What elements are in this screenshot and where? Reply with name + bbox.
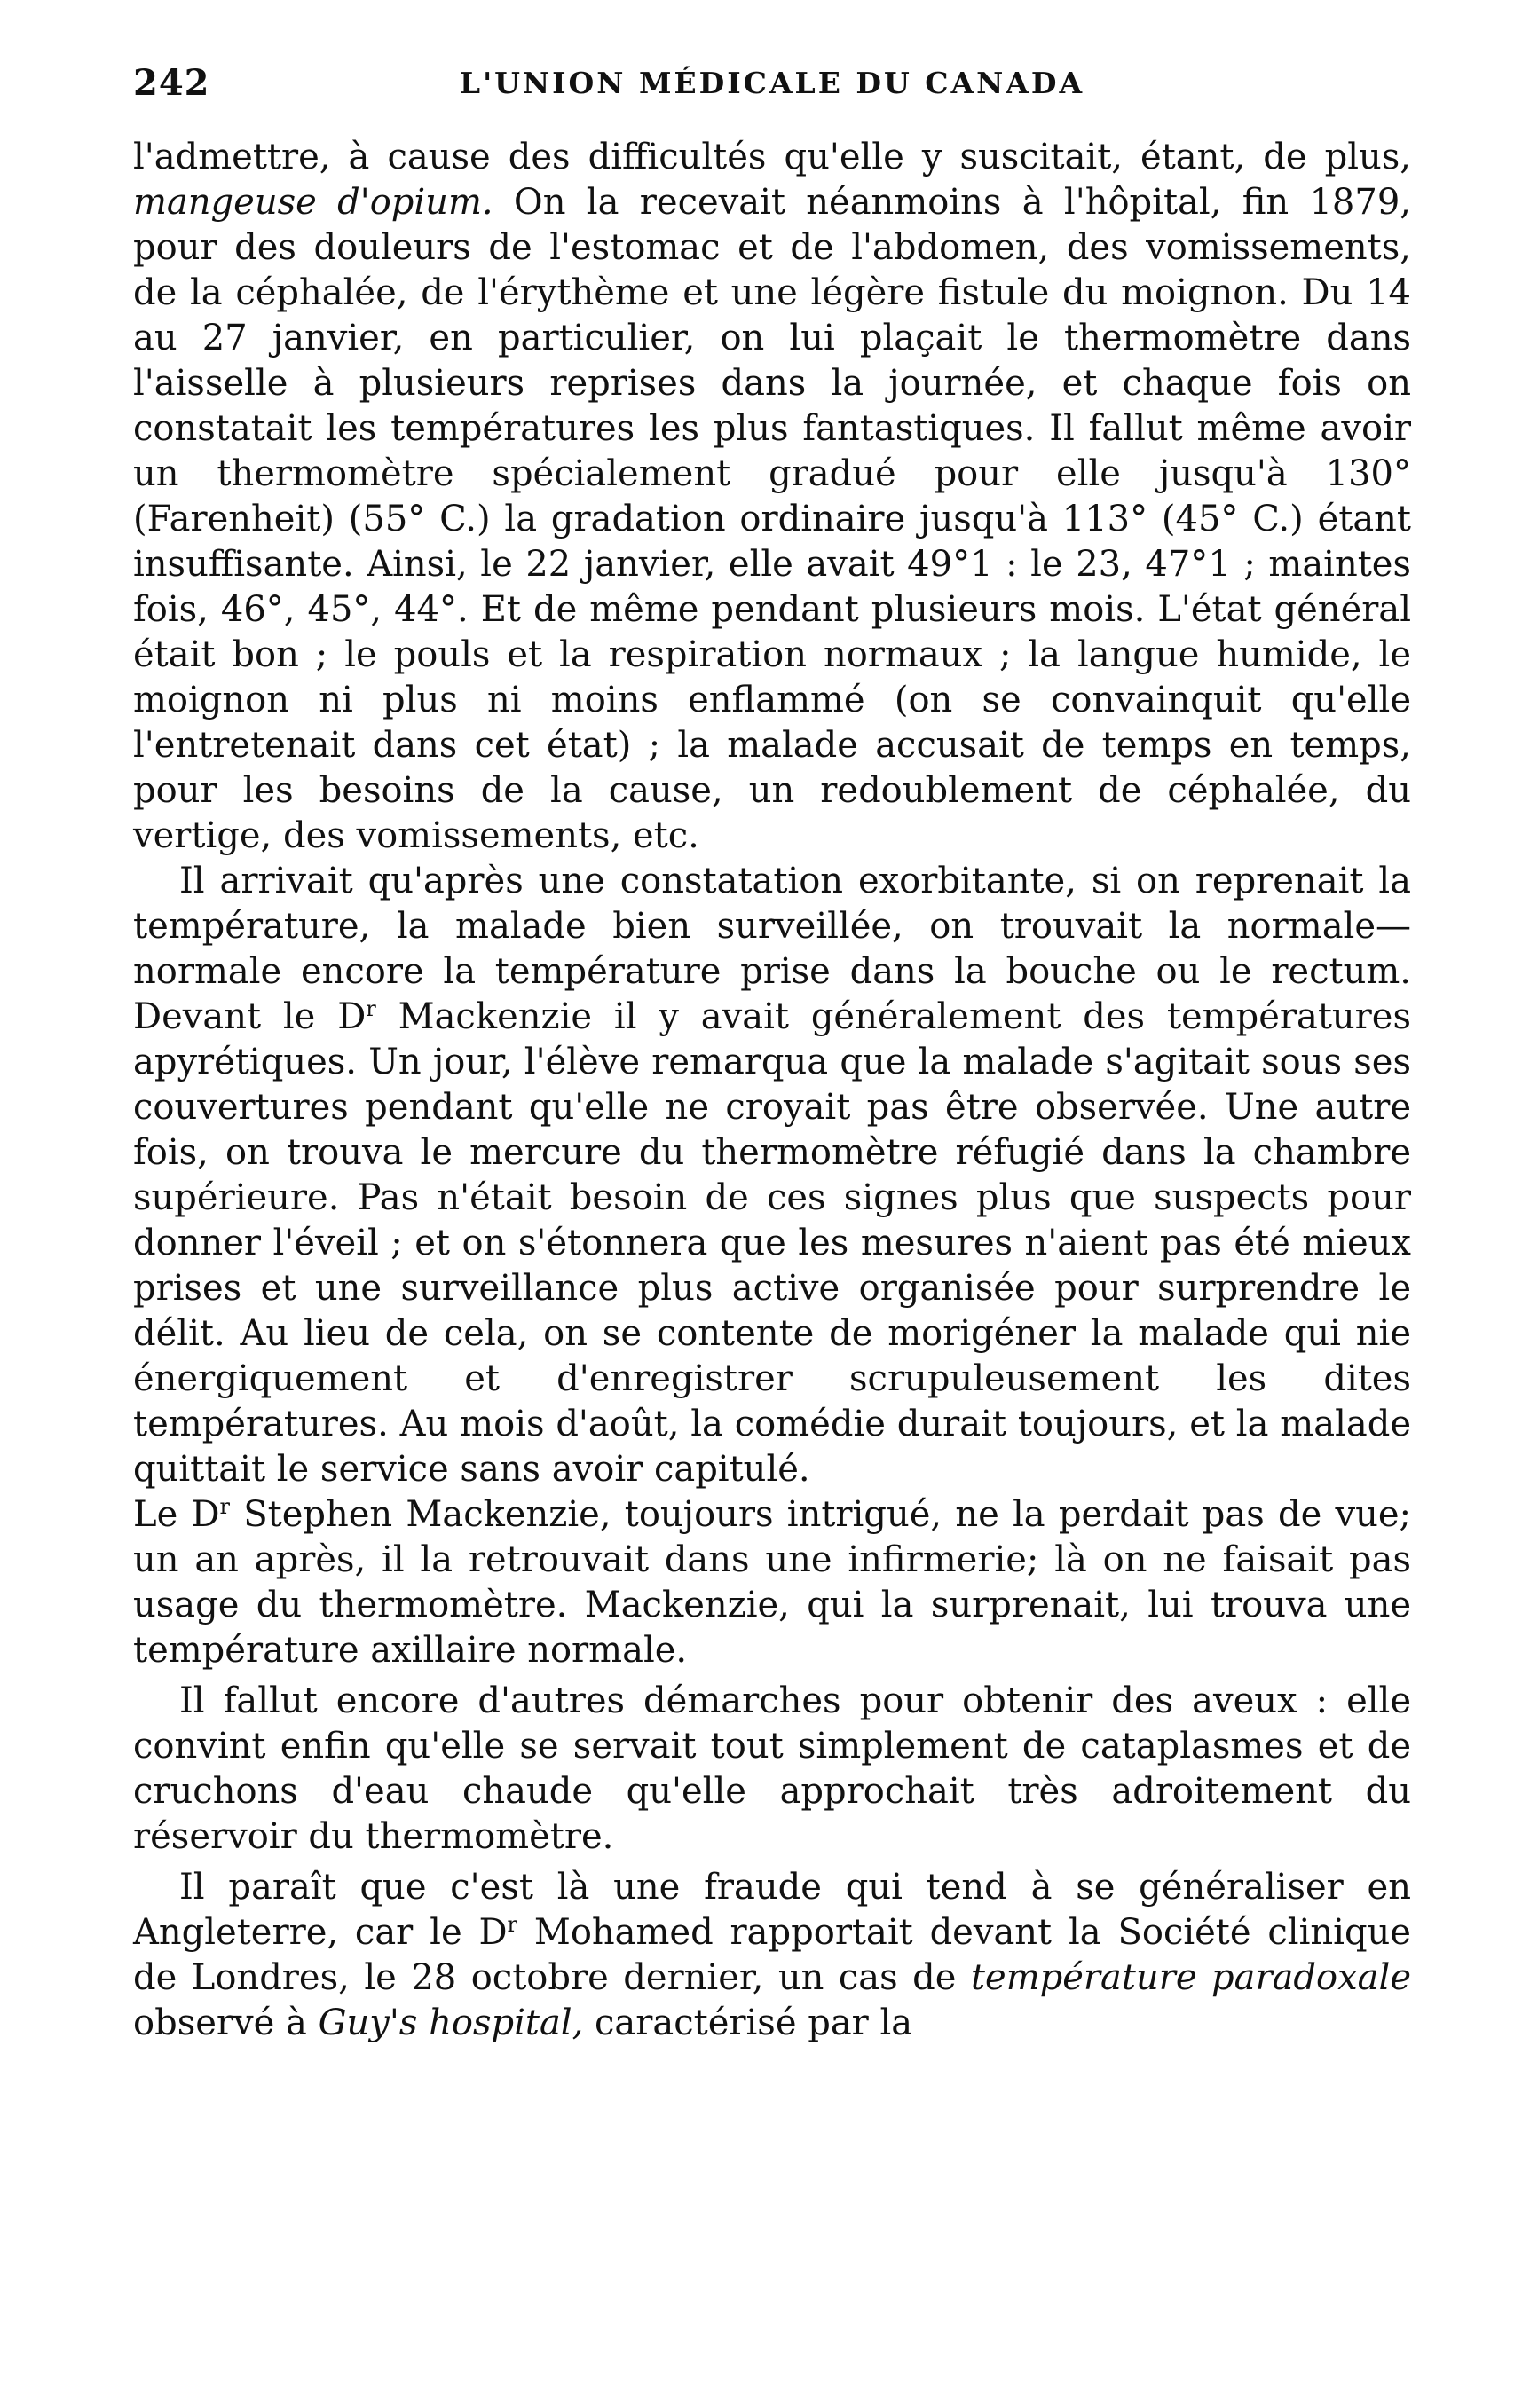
text-run: caractérisé par la xyxy=(583,2003,913,2043)
text-run: l'admettre, à cause des difficultés qu'elle y suscitait, étant, de plus, xyxy=(133,137,1411,177)
paragraph xyxy=(133,859,1411,1492)
paragraph xyxy=(133,1679,1411,1860)
text-run: r xyxy=(507,1912,518,1937)
paragraph xyxy=(133,1865,1411,2046)
text-run: Il fallut encore d'autres démarches pour obtenir des aveux : elle convint enfin qu'elle se servait tout simplement de cataplasmes et de cruchons d'eau chaude qu'elle approchait très adroitement du réservoir du thermomètre. xyxy=(133,1680,1411,1857)
journal-title: L'UNION MÉDICALE DU CANADA xyxy=(459,66,1085,100)
text-run: température paradoxale xyxy=(970,1957,1411,1998)
text-run: Stephen Mackenzie, toujours intrigué, ne la perdait pas de vue; un an après, il la retrouvait dans une infirmerie; là on ne faisait pas usage du thermomètre. Mackenzie, qui la surprenait, lui trouva une température axillaire normale. xyxy=(133,1494,1411,1671)
text-run: observé à xyxy=(133,2003,319,2043)
text-run: Il arrivait qu'après une constatation exorbitante, si on reprenait la température, la malade bien surveillée, on trouvait la normale—normale encore la température prise dans la bouche ou le rectum. Devant le D xyxy=(133,861,1411,1037)
text-run: Guy's hospital, xyxy=(318,2003,584,2043)
text-run: mangeuse d'opium. xyxy=(133,182,493,223)
text-run: Mackenzie il y avait généralement des températures apyrétiques. Un jour, l'élève remarqua que la malade s'agitait sous ses couvertures pendant qu'elle ne croyait pas être observée. Une autre fois, on trouva le mercure du thermomètre réfugié dans la chambre supérieure. Pas n'était besoin de ces signes plus que suspects pour donner l'éveil ; et on s'étonnera que les mesures n'aient pas été mieux prises et une surveillance plus active organisée pour surprendre le délit. Au lieu de cela, on se contente de morigéner la malade qui nie énergiquement et d'enregistrer scrupuleusement les dites températures. Au mois d'août, la comédie durait toujours, et la malade quittait le service sans avoir capitulé. xyxy=(133,996,1411,1490)
text-run: Le D xyxy=(133,1494,220,1535)
text-run: r xyxy=(366,996,376,1021)
text-run: Il paraît que c'est là une fraude qui tend à se généraliser en Angleterre, car le D xyxy=(133,1867,1411,1953)
page-number: 242 xyxy=(133,62,210,104)
text-run: Mohamed rapportait devant la Société clinique de Londres, le 28 octobre dernier, un cas de xyxy=(133,1912,1411,1998)
running-header xyxy=(133,62,1411,119)
document-page xyxy=(133,62,1411,2369)
paragraph xyxy=(133,135,1411,859)
paragraph xyxy=(133,1492,1411,1673)
text-run: On la recevait néanmoins à l'hôpital, fin 1879, pour des douleurs de l'estomac et de l'abdomen, des vomissements, de la céphalée, de l'érythème et une légère fistule du moignon. Du 14 au 27 janvier, en particulier, on lui plaçait le thermomètre dans l'aisselle à plusieurs reprises dans la journée, et chaque fois on constatait les températures les plus fantastiques. Il fallut même avoir un thermomètre spécialement gradué pour elle jusqu'à 130° (Farenheit) (55° C.) la gradation ordinaire jusqu'à 113° (45° C.) étant insuffisante. Ainsi, le 22 janvier, elle avait 49°1 : le 23, 47°1 ; maintes fois, 46°, 45°, 44°. Et de même pendant plusieurs mois. L'état général était bon ; le pouls et la respiration normaux ; la langue humide, le moignon ni plus ni moins enflammé (on se convainquit qu'elle l'entretenait dans cet état) ; la malade accusait de temps en temps, pour les besoins de la cause, un redoublement de céphalée, du vertige, des vomissements, etc. xyxy=(133,182,1411,856)
text-run: r xyxy=(219,1494,231,1519)
article-body xyxy=(133,135,1411,2046)
